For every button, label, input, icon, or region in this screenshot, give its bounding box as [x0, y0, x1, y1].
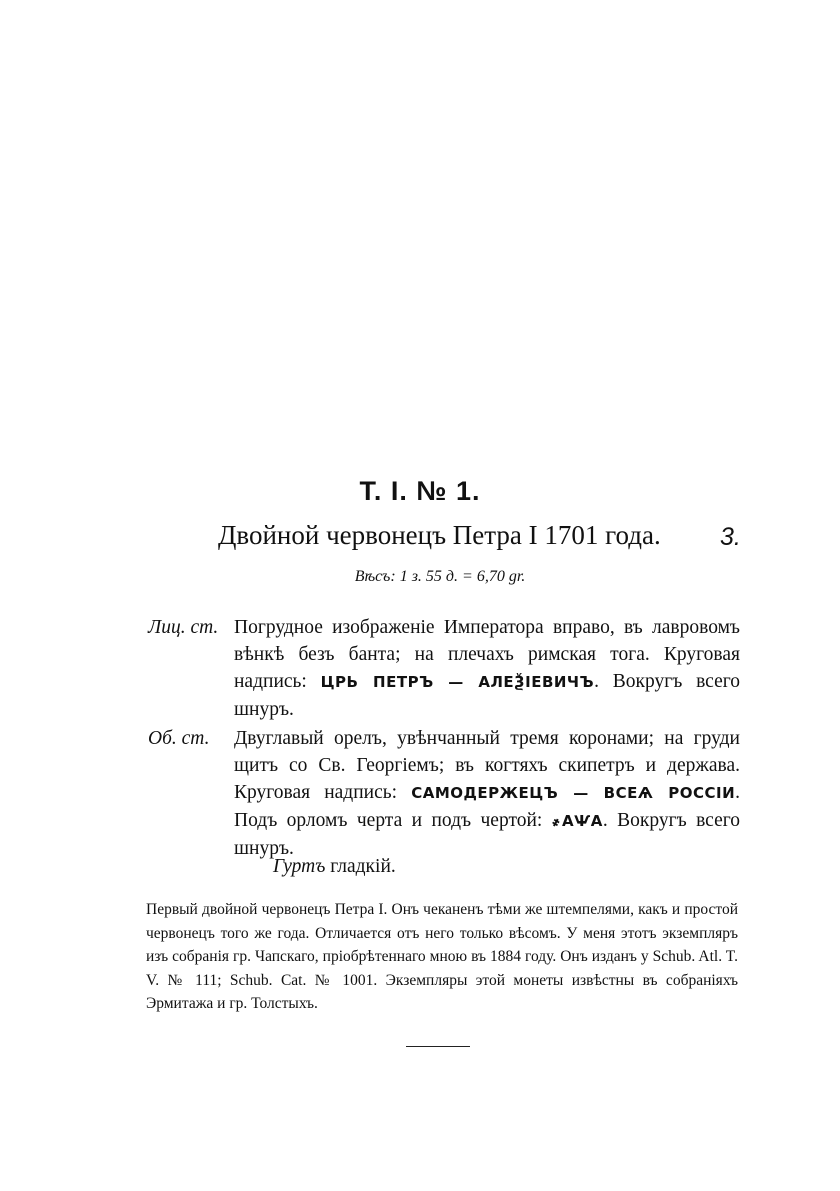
obverse-description: [148, 614, 740, 723]
reverse-description: [148, 725, 740, 862]
reverse-date-mark: ҂АѰА: [551, 812, 603, 830]
obverse-text-part-2: . Вокругъ всего шнуръ.: [234, 671, 740, 720]
plate-heading: Т. I. № 1.: [359, 476, 481, 506]
reverse-text-part-2: . Подъ орломъ черта и подъ чертой:: [234, 782, 740, 831]
coin-title: Двойной червонецъ Петра I 1701 года.: [218, 520, 661, 550]
reverse-text-part-1: Двуглавый орелъ, увѣнчанный тремя коронами; на груди щитъ со Св. Георгіемъ; въ когтяхъ скипетръ и держава. Круговая надпись:: [234, 728, 740, 803]
reverse-inscription: САМОДЕРЖЕЦЪ — ВСЕѦ РОССІИ: [411, 784, 736, 802]
obverse-inscription: ЦРЬ ПЕТРЪ — АЛЕѮІЕВИЧЪ: [320, 673, 595, 691]
obverse-text: [234, 614, 740, 723]
coin-number: 3.: [720, 523, 741, 551]
coin-weight: Вѣсъ: 1 з. 55 д. = 6,70 gr.: [354, 568, 526, 585]
reverse-label: Об. ст.: [148, 728, 210, 749]
reverse-text-part-3: . Вокругъ всего шнуръ.: [234, 810, 740, 859]
reverse-text: [234, 725, 740, 862]
obverse-label: Лиц. ст.: [148, 617, 219, 638]
commentary-note: Первый двойной червонецъ Петра I. Онъ чеканенъ тѣми же штемпелями, какъ и простой червонецъ того же года. Отличается отъ него только вѣсомъ. У меня этотъ экземпляръ изъ собранія гр. Чапскаго, пріобрѣтеннаго мною въ 1884 году. Онъ изданъ у Schub. Atl. T. V. № 111; Schub. Cat. № 1001. Экземпляры этой монеты извѣстны въ собраніяхъ Эрмитажа и гр. Толстыхъ.: [146, 901, 738, 1012]
closing-rule: [406, 1046, 470, 1047]
edge-label: Гуртъ: [273, 856, 326, 877]
obverse-text-part-1: Погрудное изображеніе Императора вправо, въ лавровомъ вѣнкѣ безъ банта; на плечахъ римская тога. Круговая надпись:: [234, 617, 740, 692]
edge-description: [273, 856, 396, 878]
edge-text: гладкій.: [325, 856, 396, 877]
